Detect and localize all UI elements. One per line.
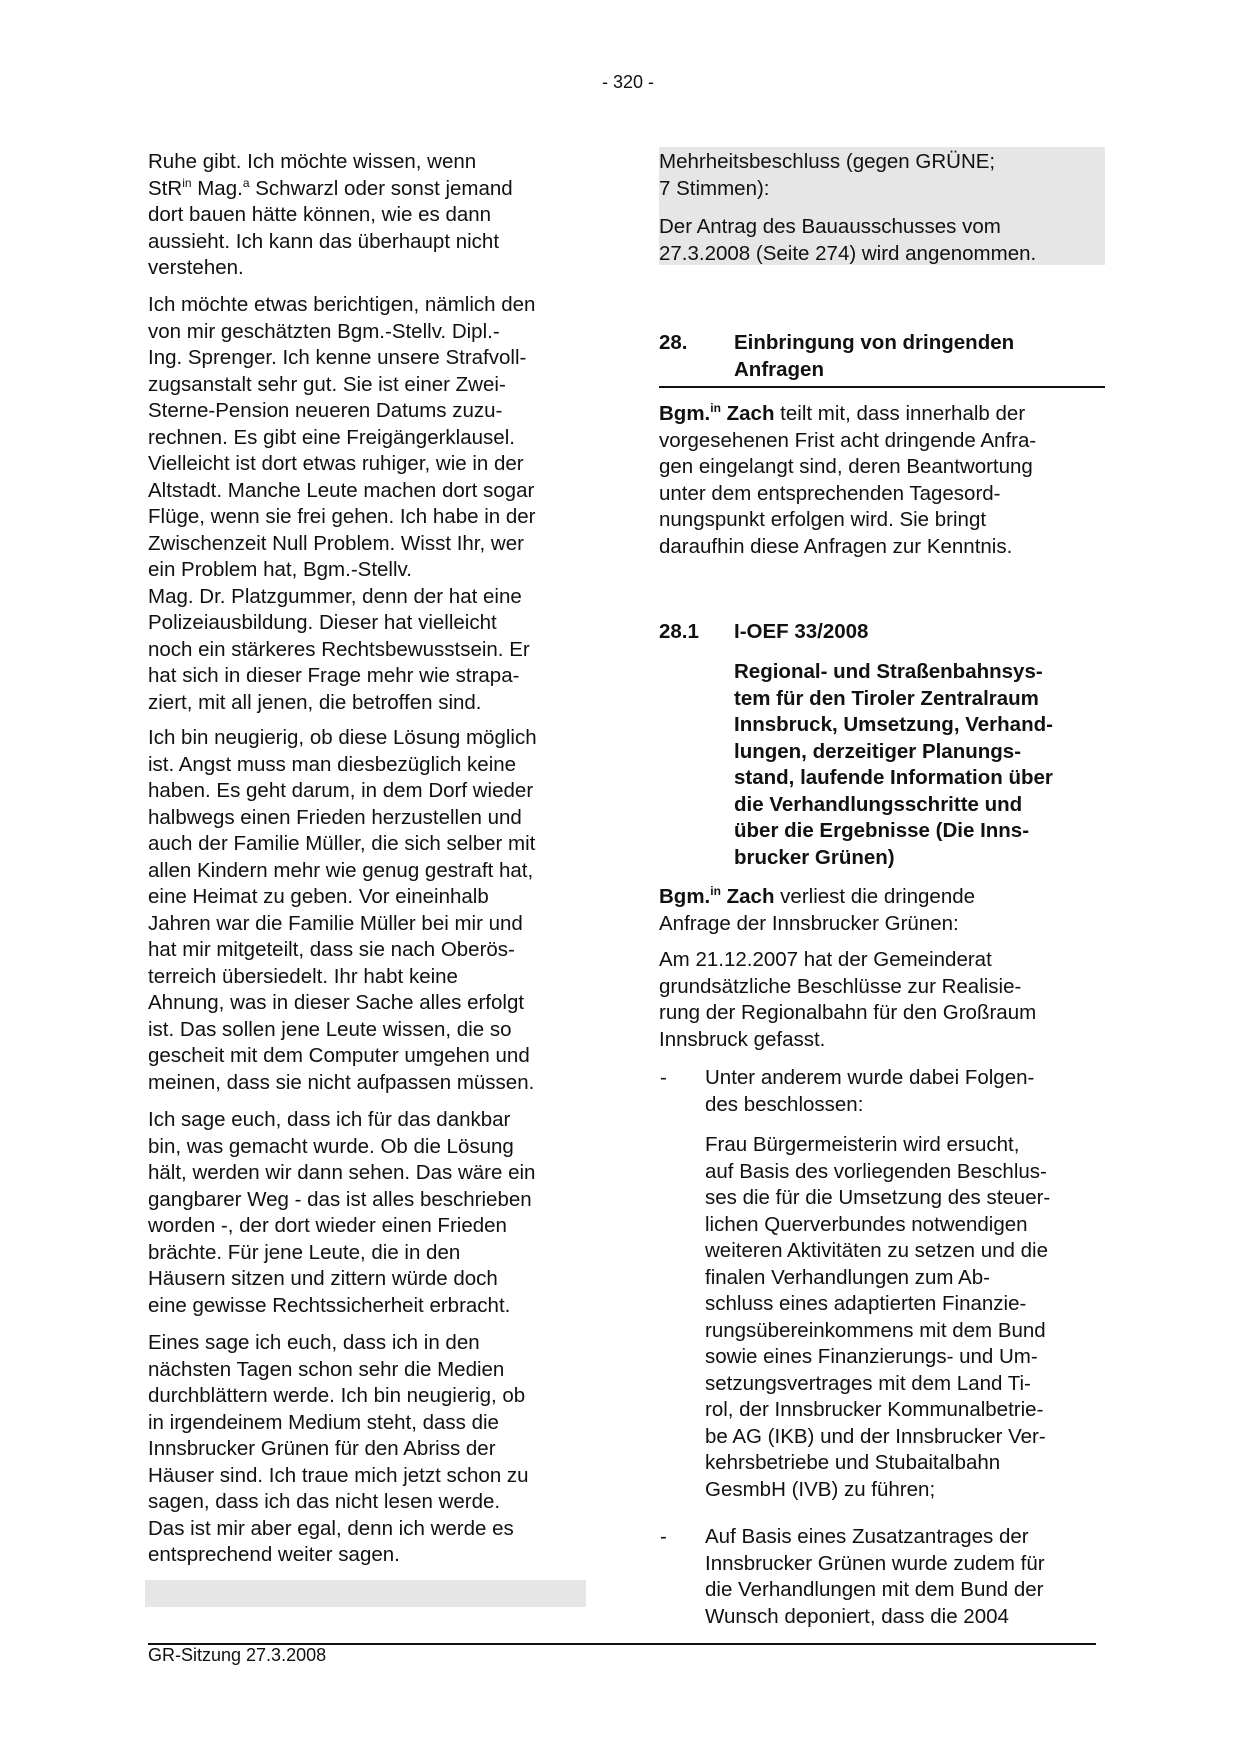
text-line: lichen Querverbundes notwendigen bbox=[705, 1212, 1028, 1236]
text-line: stand, laufende Information über bbox=[734, 766, 1053, 789]
section-28-rule bbox=[659, 386, 1105, 388]
text-line: Das ist mir aber egal, denn ich werde es bbox=[148, 1516, 514, 1540]
text-line: Häuser sind. Ich traue mich jetzt schon zu bbox=[148, 1463, 529, 1487]
text-line: von mir geschätzten Bgm.-Stellv. Dipl.- bbox=[148, 319, 500, 343]
text-line: sowie eines Finanzierungs- und Um- bbox=[705, 1345, 1038, 1368]
section-28-1-code: I-OEF 33/2008 bbox=[734, 620, 869, 643]
text-line: Innsbrucker Grünen für den Abriss der bbox=[148, 1437, 496, 1460]
text-segment: Zach bbox=[720, 402, 775, 425]
text-line: Innsbruck, Umsetzung, Verhand- bbox=[734, 713, 1053, 736]
text-line: Flüge, wenn sie frei gehen. Ich habe in der bbox=[148, 505, 536, 528]
page-number: - 320 - bbox=[601, 72, 655, 92]
text-line: über die Ergebnisse (Die Inns- bbox=[734, 819, 1030, 842]
text-line: Regional- und Straßenbahnsys- bbox=[734, 660, 1043, 683]
text-line: Vielleicht ist dort etwas ruhiger, wie in der bbox=[148, 452, 524, 475]
text-line: eine Heimat zu geben. Vor eineinhalb bbox=[148, 885, 489, 908]
text-line: worden -, der dort wieder einen Frieden bbox=[148, 1214, 507, 1237]
text-line: nungspunkt erfolgen wird. Sie bringt bbox=[659, 508, 987, 531]
text-line: grundsätzliche Beschlüsse zur Realisie- bbox=[659, 974, 1022, 998]
text-line: eine gewisse Rechtssicherheit erbracht. bbox=[148, 1293, 511, 1317]
text-line bbox=[148, 176, 513, 203]
section-28-number: 28. bbox=[659, 331, 688, 354]
text-line: Unter anderem wurde dabei Folgen- bbox=[705, 1066, 1035, 1089]
text-segment: StR bbox=[148, 176, 183, 200]
text-line bbox=[659, 401, 1036, 428]
text-line: terreich übersiedelt. Ihr habt keine bbox=[148, 964, 458, 988]
empty-shaded-box bbox=[145, 1580, 586, 1607]
text-line: kehrsbetriebe und Stubaitalbahn bbox=[705, 1451, 1001, 1474]
decision-text bbox=[659, 214, 1036, 267]
bullet-dash: - bbox=[660, 1525, 667, 1548]
text-line: Frau Bürgermeisterin wird ersucht, bbox=[705, 1133, 1020, 1156]
text-line: Einbringung von dringenden bbox=[734, 331, 1015, 354]
text-line: entsprechend weiter sagen. bbox=[148, 1543, 400, 1566]
footer-text: GR-Sitzung 27.3.2008 bbox=[148, 1645, 327, 1665]
text-line: GesmbH (IVB) zu führen; bbox=[705, 1477, 936, 1501]
left-paragraph bbox=[148, 1107, 535, 1319]
text-line: vorgesehenen Frist acht dringende Anfra- bbox=[659, 428, 1037, 452]
text-line: Auf Basis eines Zusatzantrages der bbox=[705, 1525, 1029, 1548]
superscript: a bbox=[242, 175, 250, 190]
text-line: Jahren war die Familie Müller bei mir und bbox=[148, 911, 523, 935]
text-line: nächsten Tagen schon sehr die Medien bbox=[148, 1357, 505, 1381]
text-line: Sterne-Pension neueren Datums zuzu- bbox=[148, 399, 503, 422]
bullet-item bbox=[705, 1524, 1045, 1630]
text-line: hält, werden wir dann sehen. Das wäre ein bbox=[148, 1161, 536, 1184]
text-line: Der Antrag des Bauausschusses vom bbox=[659, 215, 1001, 238]
text-segment: Bgm. bbox=[659, 885, 711, 908]
text-line: bin, was gemacht wurde. Ob die Lösung bbox=[148, 1134, 514, 1158]
text-segment: Mag. bbox=[191, 176, 243, 200]
text-line: Innsbruck gefasst. bbox=[659, 1027, 826, 1051]
text-line: 7 Stimmen): bbox=[659, 176, 770, 200]
text-line: daraufhin diese Anfragen zur Kenntnis. bbox=[659, 534, 1013, 558]
text-line: Häusern sitzen und zittern würde doch bbox=[148, 1267, 498, 1290]
left-paragraph bbox=[148, 149, 513, 282]
text-line: allen Kindern mehr wie genug gestraft hat, bbox=[148, 858, 534, 882]
text-line: unter dem entsprechenden Tagesord- bbox=[659, 481, 1001, 505]
text-line: auf Basis des vorliegenden Beschlus- bbox=[705, 1159, 1047, 1183]
text-line: dort bauen hätte können, wie es dann bbox=[148, 203, 492, 226]
text-line: aussieht. Ich kann das überhaupt nicht bbox=[148, 229, 500, 253]
text-line: Eines sage ich euch, dass ich in den bbox=[148, 1331, 480, 1354]
text-segment: teilt mit, dass innerhalb der bbox=[774, 402, 1026, 425]
superscript: in bbox=[710, 884, 721, 898]
superscript: in bbox=[182, 175, 192, 190]
text-line: tem für den Tiroler Zentralraum bbox=[734, 686, 1039, 710]
text-segment: Schwarzl oder sonst jemand bbox=[249, 176, 513, 200]
bullet-dash: - bbox=[660, 1066, 667, 1089]
text-line: Polizeiausbildung. Dieser hat vielleicht bbox=[148, 611, 497, 634]
text-line: noch ein stärkeres Rechtsbewusstsein. Er bbox=[148, 637, 530, 661]
quoted-resolution bbox=[705, 1132, 1050, 1503]
text-line: gescheit mit dem Computer umgehen und bbox=[148, 1044, 530, 1067]
text-line: Ich sage euch, dass ich für das dankbar bbox=[148, 1108, 511, 1131]
left-paragraph bbox=[148, 725, 537, 1096]
left-paragraph bbox=[148, 1330, 529, 1569]
text-line: brucker Grünen) bbox=[734, 845, 895, 869]
text-segment: verliest die dringende bbox=[774, 885, 976, 908]
left-paragraph bbox=[148, 292, 535, 716]
text-line: meinen, dass sie nicht aufpassen müssen. bbox=[148, 1070, 535, 1094]
text-line: Am 21.12.2007 hat der Gemeinderat bbox=[659, 948, 992, 971]
text-line: verstehen. bbox=[148, 256, 244, 279]
text-line: die Verhandlungen mit dem Bund der bbox=[705, 1578, 1044, 1601]
text-line: ziert, mit all jenen, die betroffen sind. bbox=[148, 690, 482, 714]
text-line: lungen, derzeitiger Planungs- bbox=[734, 739, 1022, 763]
section-28-1-number: 28.1 bbox=[659, 620, 699, 643]
text-line: ist. Das sollen jene Leute wissen, die so bbox=[148, 1017, 512, 1041]
body-paragraph bbox=[659, 947, 1036, 1053]
text-line: haben. Es geht darum, in dem Dorf wieder bbox=[148, 779, 534, 802]
text-line: be AG (IKB) und der Innsbrucker Ver- bbox=[705, 1424, 1046, 1448]
text-line: rol, der Innsbrucker Kommunalbetrie- bbox=[705, 1398, 1044, 1421]
text-line: finalen Verhandlungen zum Ab- bbox=[705, 1265, 990, 1289]
text-line: ist. Angst muss man diesbezüglich keine bbox=[148, 752, 517, 776]
section-28-title bbox=[734, 330, 1014, 383]
text-line bbox=[659, 884, 975, 911]
text-line: zugsanstalt sehr gut. Sie ist einer Zwei- bbox=[148, 372, 506, 396]
text-line: Ahnung, was in dieser Sache alles erfolgt bbox=[148, 991, 525, 1014]
text-line: hat mir mitgeteilt, dass sie nach Oberös- bbox=[148, 938, 515, 961]
text-line: weiteren Aktivitäten zu setzen und die bbox=[705, 1239, 1049, 1262]
text-line: durchblättern werde. Ich bin neugierig, ob bbox=[148, 1384, 526, 1407]
text-line: rung der Regionalbahn für den Großraum bbox=[659, 1001, 1037, 1024]
text-line: Innsbrucker Grünen wurde zudem für bbox=[705, 1551, 1045, 1575]
vote-result bbox=[659, 149, 995, 202]
text-line: in irgendeinem Medium steht, dass die bbox=[148, 1410, 499, 1434]
text-line: Ruhe gibt. Ich möchte wissen, wenn bbox=[148, 150, 477, 173]
text-line: hat sich in dieser Frage mehr wie strapa- bbox=[148, 664, 520, 687]
text-line: Altstadt. Manche Leute machen dort sogar bbox=[148, 478, 535, 502]
superscript: in bbox=[710, 401, 721, 415]
text-line: rechnen. Es gibt eine Freigängerklausel. bbox=[148, 425, 515, 449]
text-line: ses die für die Umsetzung des steuer- bbox=[705, 1186, 1051, 1209]
intro-paragraph bbox=[659, 884, 975, 937]
text-line: setzungsvertrages mit dem Land Ti- bbox=[705, 1371, 1031, 1395]
text-line: 27.3.2008 (Seite 274) wird angenommen. bbox=[659, 241, 1037, 265]
text-segment: Zach bbox=[720, 885, 775, 908]
text-line: die Verhandlungsschritte und bbox=[734, 792, 1023, 816]
text-line: Ing. Sprenger. Ich kenne unsere Strafvoll- bbox=[148, 346, 527, 369]
text-line: Anfragen bbox=[734, 357, 824, 381]
text-line: gangbarer Weg - das ist alles beschrieben bbox=[148, 1187, 532, 1211]
section-28-1-title bbox=[734, 659, 1053, 871]
section-28-paragraph bbox=[659, 401, 1036, 560]
text-line: Mag. Dr. Platzgummer, denn der hat eine bbox=[148, 584, 522, 608]
text-line: Zwischenzeit Null Problem. Wisst Ihr, wer bbox=[148, 531, 524, 555]
text-line: brächte. Für jene Leute, die in den bbox=[148, 1240, 461, 1264]
text-line: Ich möchte etwas berichtigen, nämlich den bbox=[148, 293, 536, 316]
text-line: Wunsch deponiert, dass die 2004 bbox=[705, 1604, 1009, 1628]
text-line: halbwegs einen Frieden herzustellen und bbox=[148, 805, 522, 829]
text-line: Mehrheitsbeschluss (gegen GRÜNE; bbox=[659, 150, 996, 173]
text-line: sagen, dass ich das nicht lesen werde. bbox=[148, 1490, 501, 1513]
text-line: des beschlossen: bbox=[705, 1092, 864, 1116]
text-line: schluss eines adaptierten Finanzie- bbox=[705, 1292, 1027, 1315]
text-line: Ich bin neugierig, ob diese Lösung möglich bbox=[148, 726, 537, 749]
text-line: Anfrage der Innsbrucker Grünen: bbox=[659, 911, 959, 935]
text-line: gen eingelangt sind, deren Beantwortung bbox=[659, 455, 1033, 478]
text-segment: Bgm. bbox=[659, 402, 711, 425]
text-line: rungsübereinkommens mit dem Bund bbox=[705, 1318, 1046, 1342]
text-line: ein Problem hat, Bgm.-Stellv. bbox=[148, 558, 412, 581]
text-line: auch der Familie Müller, die sich selber mit bbox=[148, 832, 536, 855]
bullet-item bbox=[705, 1065, 1034, 1118]
